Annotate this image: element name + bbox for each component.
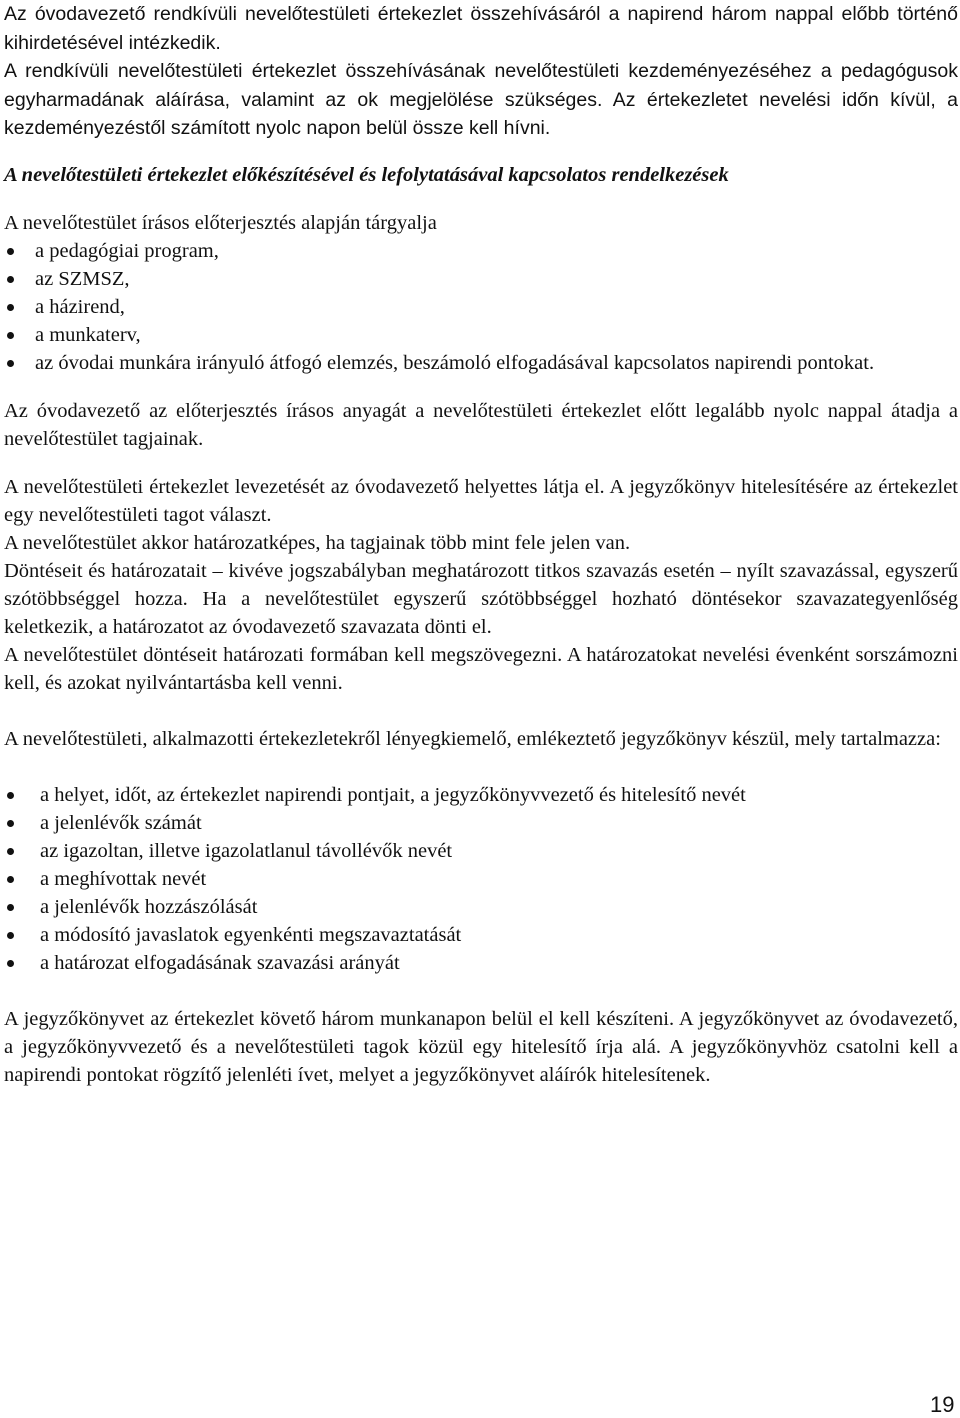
list-item: az SZMSZ, (4, 265, 958, 293)
list-intro: A nevelőtestület írásos előterjesztés alapján tárgyalja (4, 211, 437, 234)
intro-paragraph-2: A rendkívüli nevelőtestületi értekezlet összehívásának nevelőtestületi kezdeményezéséhez a pedagógusok egyharmadának aláírása, valamint az ok megjelölése szükséges. Az értekezletet nevelési időn kívül, a kezdeményezéstől számított nyolc napon belül össze kell hívni. (4, 60, 958, 139)
minutes-intro: A nevelőtestületi, alkalmazotti értekezletekről lényegkiemelő, emlékeztető jegyzőkönyv készül, mely tartalmazza: (4, 727, 941, 750)
closing-paragraph: A jegyzőkönyvet az értekezlet követő három munkanapon belül el kell készíteni. A jegyzőkönyvet az óvodavezető, a jegyzőkönyvvezető és a nevelőtestületi tagok közül egy hitelesítő írja alá. A jegyzőkönyvhöz csatolni kell a napirendi pontokat rögzítő jelenléti ívet, melyet a jegyzőkönyvet aláírók hitelesítenek. (4, 1007, 958, 1086)
list-item: a meghívottak nevét (4, 865, 958, 893)
list-item: az óvodai munkára irányuló átfogó elemzés, beszámoló elfogadásával kapcsolatos napirendi pontokat. (4, 349, 958, 377)
page-number: 19 (930, 1392, 955, 1417)
list-item: a határozat elfogadásának szavazási arányát (4, 949, 958, 977)
submission-paragraph: Az óvodavezető az előterjesztés írásos anyagát a nevelőtestületi értekezlet előtt legalább nyolc nappal átadja a nevelőtestület tagjainak. (4, 399, 958, 450)
list-item: a pedagógiai program, (4, 237, 958, 265)
list-item: a módosító javaslatok egyenkénti megszavaztatását (4, 921, 958, 949)
list-item: a jelenlévők számát (4, 809, 958, 837)
list-item: a helyet, időt, az értekezlet napirendi pontjait, a jegyzőkönyvvezető és hitelesítő nevét (4, 781, 958, 809)
list-item: a munkaterv, (4, 321, 958, 349)
voting-paragraph: Döntéseit és határozatait – kivéve jogszabályban meghatározott titkos szavazás esetén – nyílt szavazással, egyszerű szótöbbséggel hozza. Ha a nevelőtestület egyszerű szótöbbséggel hozható döntésekor szavazategyenlőség keletkezik, a határozatot az óvodavezető szavazata dönti el. (4, 559, 958, 638)
resolutions-paragraph: A nevelőtestület döntéseit határozati formában kell megszövegezni. A határozatokat nevelési évenként sorszámozni kell, és azokat nyilvántartásba kell venni. (4, 643, 958, 694)
minutes-list (4, 781, 958, 977)
list-item: a házirend, (4, 293, 958, 321)
quorum-paragraph: A nevelőtestület akkor határozatképes, ha tagjainak több mint fele jelen van. (4, 531, 631, 554)
document-page (4, 0, 958, 1089)
leadership-paragraph: A nevelőtestületi értekezlet levezetését az óvodavezető helyettes látja el. A jegyzőkönyv hitelesítésére az értekezlet egy nevelőtestületi tagot választ. (4, 475, 958, 526)
list-item: a jelenlévők hozzászólását (4, 893, 958, 921)
agenda-list (4, 237, 958, 377)
intro-paragraph-1: Az óvodavezető rendkívüli nevelőtestületi értekezlet összehívásáról a napirend három nappal előbb történő kihirdetésével intézkedik. (4, 3, 958, 54)
section-heading: A nevelőtestületi értekezlet előkészítésével és lefolytatásával kapcsolatos rendelkezések (4, 163, 729, 186)
list-item: az igazoltan, illetve igazolatlanul távollévők nevét (4, 837, 958, 865)
